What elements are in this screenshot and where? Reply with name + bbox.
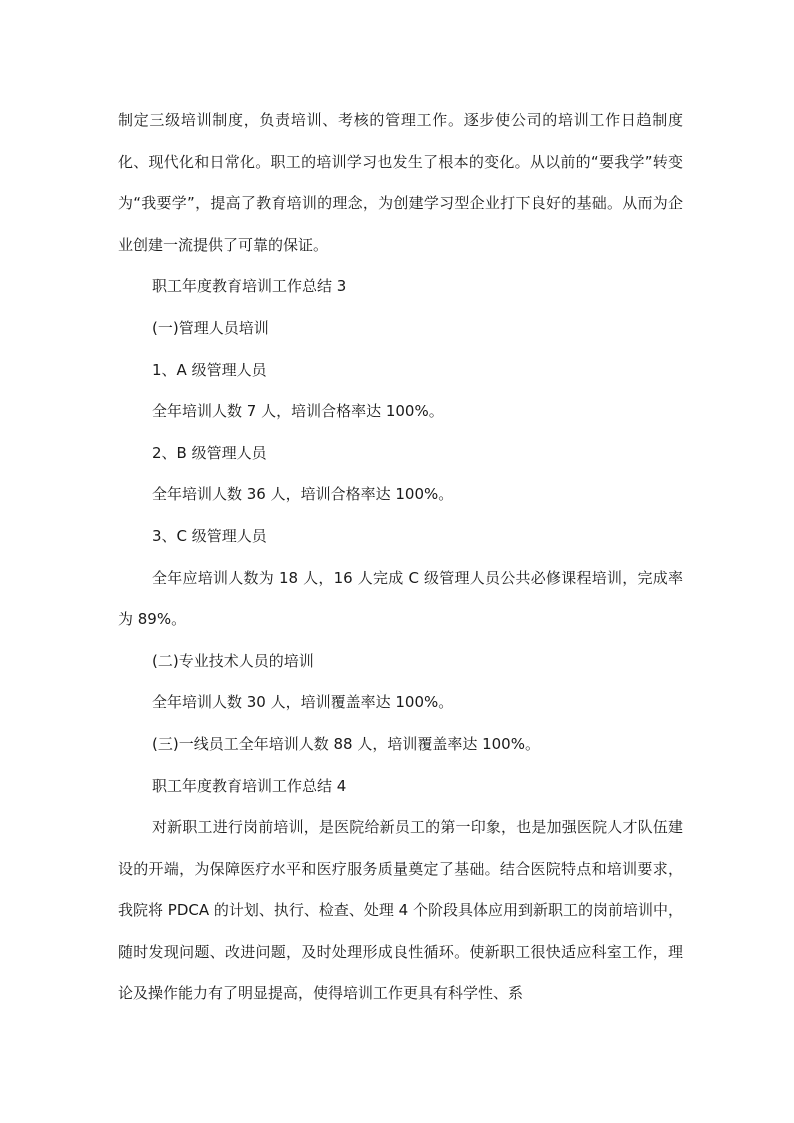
list-item-heading: 2、B 级管理人员 bbox=[152, 443, 267, 462]
body-paragraph: 全年培训人数 30 人，培训覆盖率达 100%。 bbox=[152, 693, 454, 712]
document-body bbox=[118, 100, 683, 1015]
body-paragraph: 全年培训人数 7 人，培训合格率达 100%。 bbox=[152, 402, 444, 421]
body-paragraph: 全年培训人数 36 人，培训合格率达 100%。 bbox=[152, 485, 454, 504]
subsection-heading: (二)专业技术人员的培训 bbox=[152, 651, 314, 670]
section-heading: 职工年度教育培训工作总结 3 bbox=[152, 277, 347, 296]
body-paragraph: 制定三级培训制度，负责培训、考核的管理工作。逐步使公司的培训工作日趋制度化、现代化和日常化。职工的培训学习也发生了根本的变化。从以前的“要我学”转变为“我要学”，提高了教育培训的理念，为创建学习型企业打下良好的基础。从而为企业创建一流提供了可靠的保证。 bbox=[118, 111, 683, 254]
body-paragraph: 全年应培训人数为 18 人，16 人完成 C 级管理人员公共必修课程培训，完成率为 89%。 bbox=[118, 568, 683, 629]
subsection-heading: (三)一线员工全年培训人数 88 人，培训覆盖率达 100%。 bbox=[152, 734, 540, 753]
section-heading: 职工年度教育培训工作总结 4 bbox=[152, 776, 347, 795]
body-paragraph: 对新职工进行岗前培训，是医院给新员工的第一印象，也是加强医院人才队伍建设的开端，为保障医疗水平和医疗服务质量奠定了基础。结合医院特点和培训要求，我院将 PDCA 的计划、执行、检查、处理 4 个阶段具体应用到新职工的岗前培训中，随时发现问题、改进问题，及时处理形成良性循环。使新职工很快适应科室工作，理论及操作能力有了明显提高，使得培训工作更具有科学性、系 bbox=[118, 818, 683, 1003]
list-item-heading: 3、C 级管理人员 bbox=[152, 526, 267, 545]
subsection-heading: (一)管理人员培训 bbox=[152, 318, 269, 337]
list-item-heading: 1、A 级管理人员 bbox=[152, 360, 267, 379]
